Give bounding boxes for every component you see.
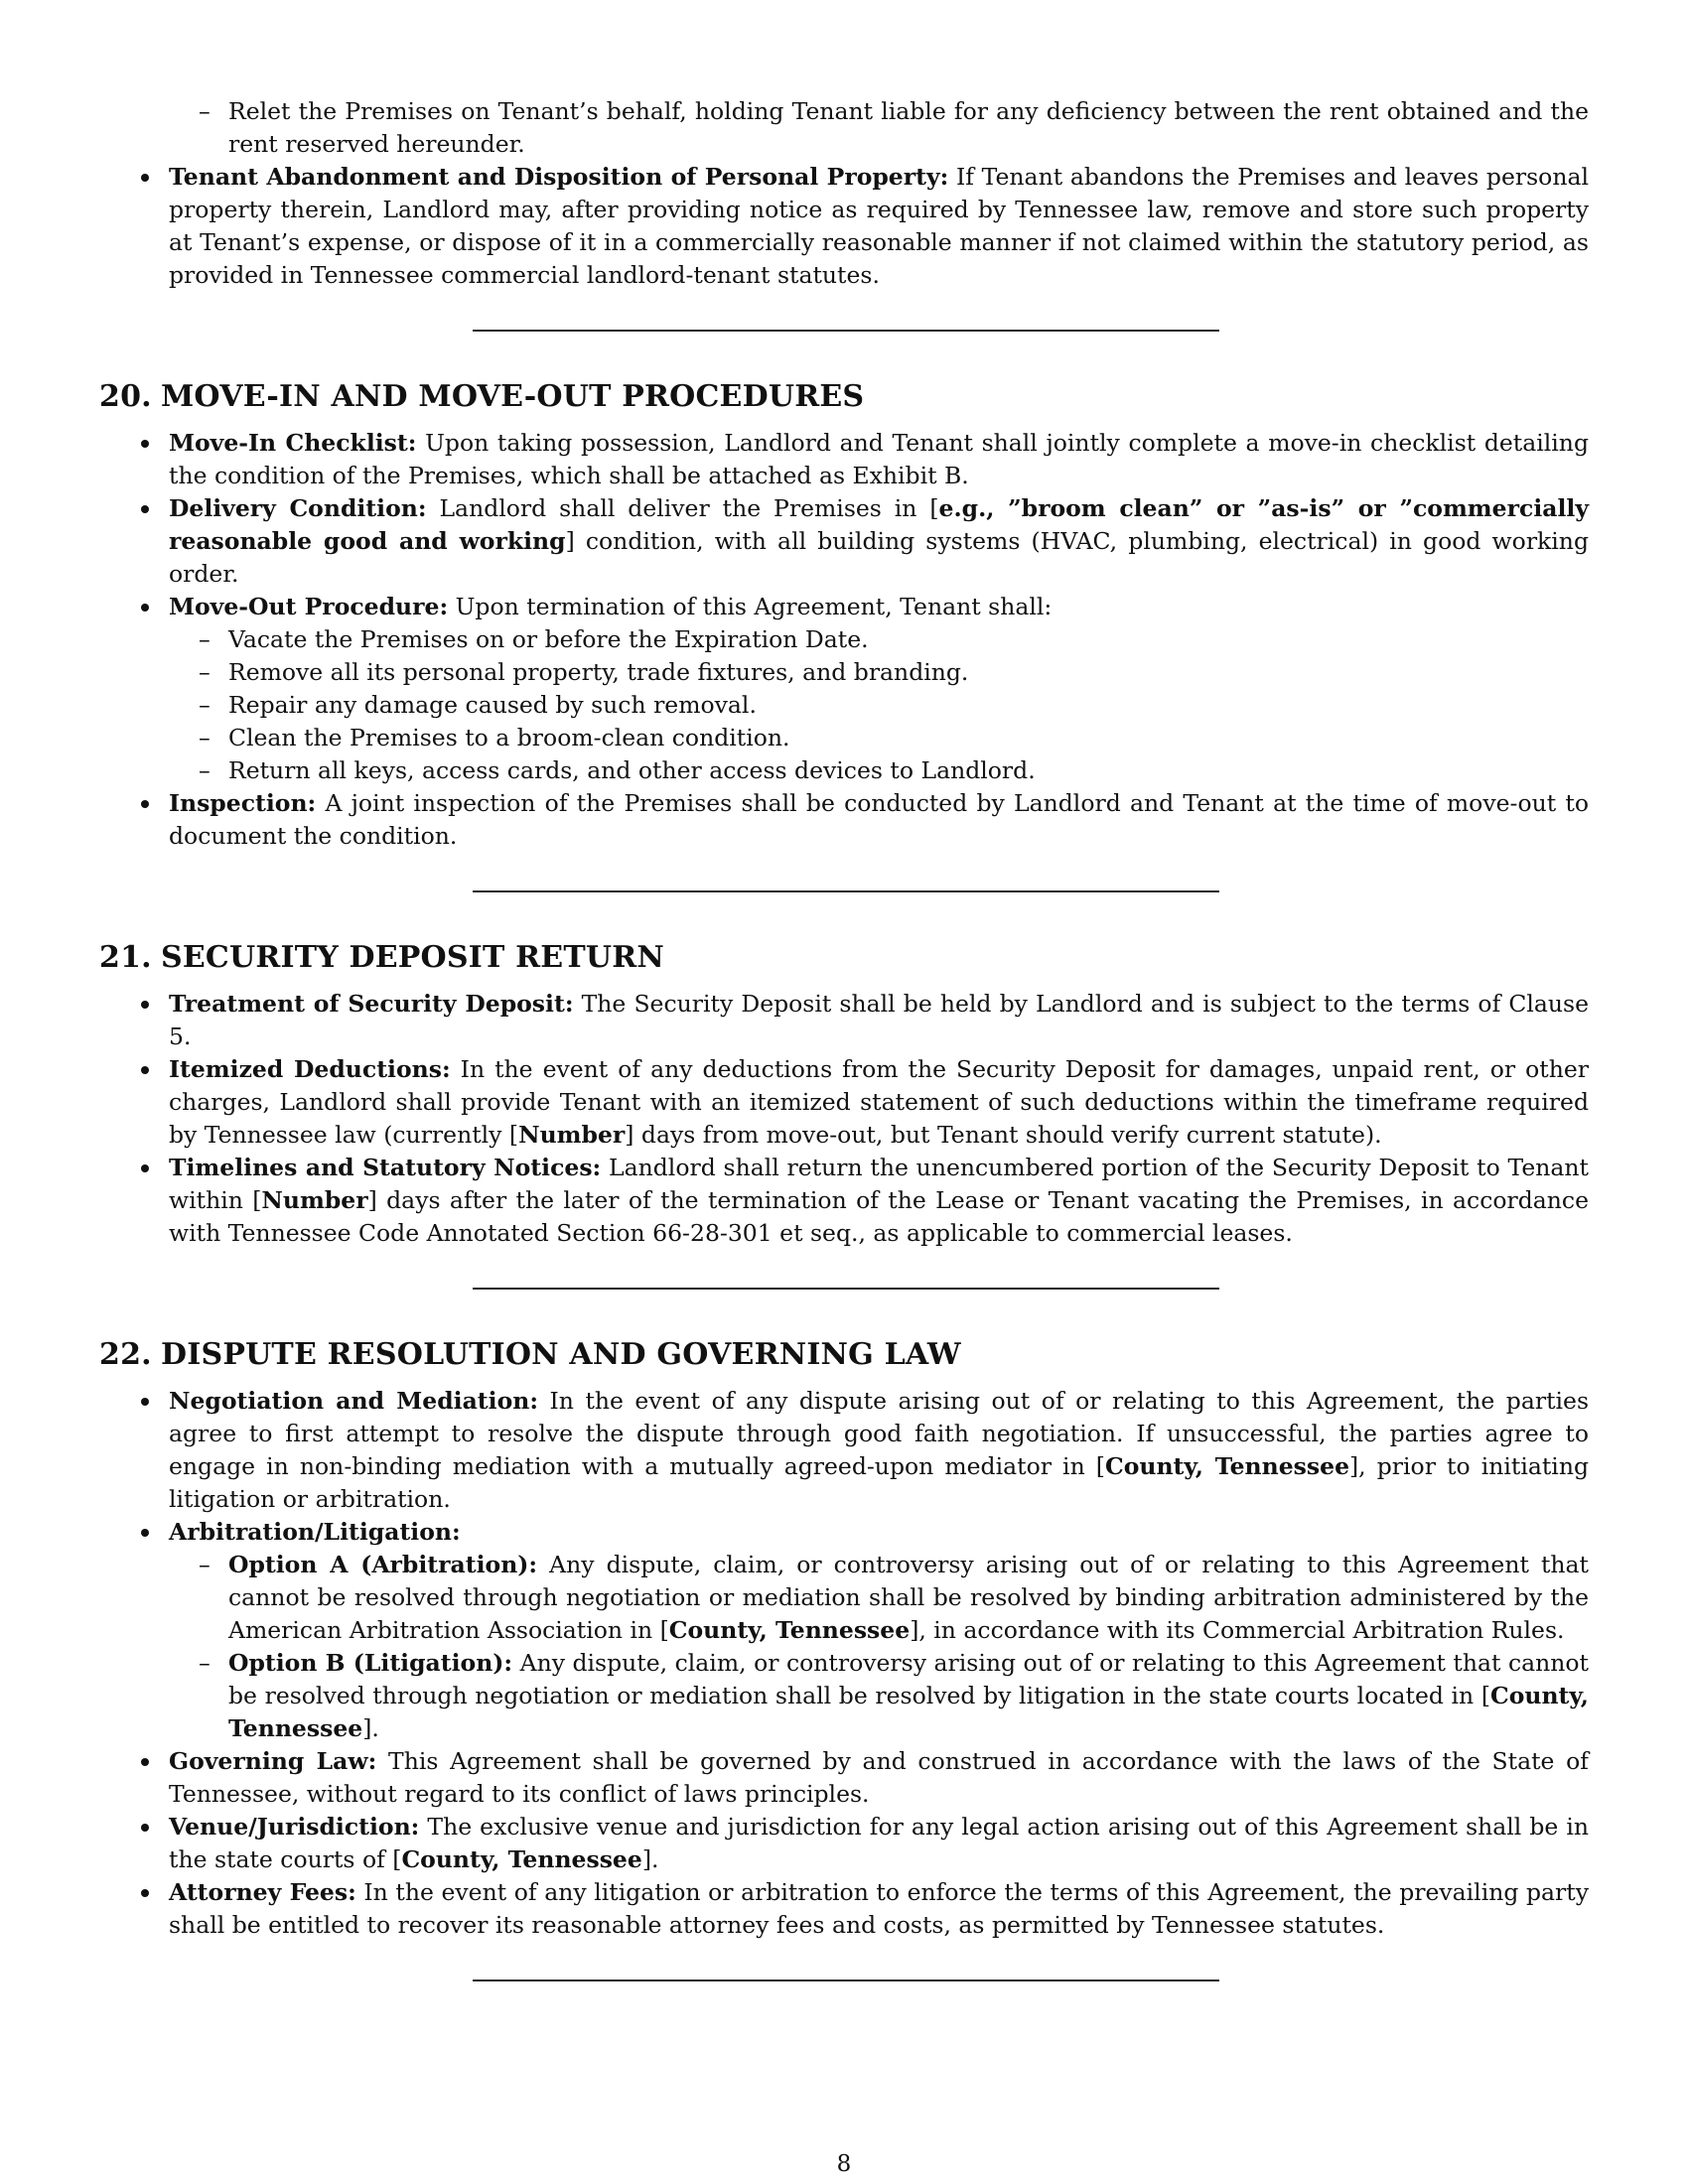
page-number: 8 bbox=[836, 2151, 852, 2177]
item-text: Any dispute, claim, or controversy arising out of or relating to this Agreement that cannot be resolved through negotiation or mediation shall be resolved by litigation in the state courts located in [ bbox=[228, 1649, 1589, 1709]
list-item bbox=[99, 787, 1589, 853]
item-label: Venue/Jurisdiction: bbox=[169, 1813, 420, 1841]
item-text: Landlord shall return the unencumbered portion of the Security Deposit to Tenant within [ bbox=[169, 1154, 1589, 1214]
item-text: In the event of any litigation or arbitration to enforce the terms of this Agreement, the prevailing party shall be entitled to recover its reasonable attorney fees and costs, as permitted by Tennessee statutes. bbox=[169, 1878, 1589, 1939]
item-label: Itemized Deductions: bbox=[169, 1055, 451, 1083]
item-label: Attorney Fees: bbox=[169, 1878, 356, 1906]
list-item bbox=[99, 492, 1589, 591]
section-divider bbox=[473, 330, 1219, 332]
item-text: The exclusive venue and jurisdiction for any legal action arising out of this Agreement shall be in the state courts of [ bbox=[169, 1813, 1589, 1873]
arbitration-sublist bbox=[99, 1549, 1589, 1745]
list-item bbox=[99, 988, 1589, 1053]
section-divider bbox=[473, 1979, 1219, 1981]
placeholder-text: County, Tennessee bbox=[1104, 1452, 1350, 1480]
list-item bbox=[99, 1516, 1589, 1745]
list-item bbox=[99, 1385, 1589, 1516]
item-text: ], in accordance with its Commercial Arbitration Rules. bbox=[910, 1616, 1565, 1644]
option-label: Option B (Litigation): bbox=[228, 1649, 513, 1677]
sub-list-item: – Vacate the Premises on or before the Expiration Date. bbox=[169, 623, 1589, 656]
sub-list-item: – Repair any damage caused by such removal. bbox=[169, 689, 1589, 722]
item-text: Upon taking possession, Landlord and Tenant shall jointly complete a move-in checklist detailing the condition of the Premises, which shall be attached as Exhibit B. bbox=[169, 429, 1589, 489]
item-text: ] days from move-out, but Tenant should verify current statute). bbox=[625, 1121, 1382, 1149]
item-text: If Tenant abandons the Premises and leaves personal property therein, Landlord may, after providing notice as required by Tennessee law, remove and store such property at Tenant’s expense, or dispose of it in a commercially reasonable manner if not claimed within the statutory period, as provided in Tennessee commercial landlord-tenant statutes. bbox=[169, 163, 1589, 289]
section-number: 20. bbox=[99, 379, 152, 414]
item-label: Move-Out Procedure: bbox=[169, 593, 449, 620]
option-label: Option A (Arbitration): bbox=[228, 1551, 538, 1578]
item-text: A joint inspection of the Premises shall be conducted by Landlord and Tenant at the time of move-out to document the condition. bbox=[169, 789, 1589, 850]
item-text: Landlord shall deliver the Premises in [ bbox=[426, 494, 939, 522]
item-text: ], prior to initiating litigation or arbitration. bbox=[169, 1452, 1589, 1513]
item-text: ] condition, with all building systems (HVAC, plumbing, electrical) in good working order. bbox=[169, 527, 1589, 588]
continuation-list bbox=[99, 161, 1589, 292]
placeholder-text: e.g., ”broom clean” or ”as-is” or ”commercially reasonable good and working bbox=[169, 494, 1589, 555]
item-text: ]. bbox=[641, 1845, 659, 1873]
section-divider bbox=[473, 1288, 1219, 1290]
item-text: This Agreement shall be governed by and construed in accordance with the laws of the State of Tennessee, without regard to its conflict of laws principles. bbox=[169, 1747, 1589, 1808]
section-title: MOVE-IN AND MOVE-OUT PROCEDURES bbox=[161, 379, 865, 414]
section-title: SECURITY DEPOSIT RETURN bbox=[161, 940, 664, 975]
list-item bbox=[99, 1876, 1589, 1942]
section-heading-20 bbox=[99, 377, 1589, 417]
list-item bbox=[99, 1053, 1589, 1152]
item-label: Timelines and Statutory Notices: bbox=[169, 1154, 602, 1181]
item-text: Any dispute, claim, or controversy arising out of or relating to this Agreement that cannot be resolved through negotiation or mediation shall be resolved by binding arbitration administered by the American Arbitration Association in [ bbox=[228, 1551, 1589, 1644]
continuation-block bbox=[99, 95, 1589, 292]
placeholder-text: Number bbox=[261, 1186, 368, 1214]
item-label: Governing Law: bbox=[169, 1747, 377, 1775]
item-label: Treatment of Security Deposit: bbox=[169, 990, 574, 1018]
item-label: Inspection: bbox=[169, 789, 317, 817]
section-divider bbox=[473, 890, 1219, 892]
section-21-list bbox=[99, 988, 1589, 1250]
section-heading-22 bbox=[99, 1335, 1589, 1375]
item-text: ] days after the later of the termination of the Lease or Tenant vacating the Premises, in accordance with Tennessee Code Annotated Section 66-28-301 et seq., as applicable to commercial leases. bbox=[169, 1186, 1590, 1247]
item-label: Move-In Checklist: bbox=[169, 429, 417, 457]
item-label: Negotiation and Mediation: bbox=[169, 1387, 539, 1415]
list-item bbox=[99, 591, 1589, 787]
item-label: Arbitration/Litigation: bbox=[169, 1518, 461, 1546]
list-item bbox=[99, 161, 1589, 292]
placeholder-text: County, Tennessee bbox=[668, 1616, 911, 1644]
sub-list-item bbox=[169, 1647, 1589, 1745]
list-item bbox=[99, 1811, 1589, 1876]
list-item bbox=[99, 1152, 1589, 1250]
item-text: In the event of any deductions from the Security Deposit for damages, unpaid rent, or other charges, Landlord shall provide Tenant with an itemized statement of such deductions within the timeframe required by Tennessee law (currently [ bbox=[169, 1055, 1590, 1149]
list-item bbox=[99, 1745, 1589, 1811]
placeholder-text: County, Tennessee bbox=[228, 1682, 1589, 1742]
item-text: Upon termination of this Agreement, Tenant shall: bbox=[448, 593, 1053, 620]
list-item bbox=[99, 427, 1589, 492]
placeholder-text: County, Tennessee bbox=[401, 1845, 642, 1873]
section-heading-21 bbox=[99, 938, 1589, 978]
continuation-sublist bbox=[169, 95, 1589, 161]
sub-list-item bbox=[169, 1549, 1589, 1647]
item-text: In the event of any dispute arising out of or relating to this Agreement, the parties agree to first attempt to resolve the dispute through good faith negotiation. If unsuccessful, the parties agree to engage in non-binding mediation with a mutually agreed-upon mediator in [ bbox=[169, 1387, 1590, 1480]
move-out-sublist bbox=[99, 623, 1589, 787]
item-text: The Security Deposit shall be held by Landlord and is subject to the terms of Clause 5. bbox=[169, 990, 1589, 1050]
section-number: 21. bbox=[99, 940, 152, 975]
section-22-list bbox=[99, 1385, 1589, 1942]
sub-list-item: – Clean the Premises to a broom-clean condition. bbox=[169, 722, 1589, 754]
placeholder-text: Number bbox=[518, 1121, 626, 1149]
item-text: ]. bbox=[362, 1714, 379, 1742]
section-title: DISPUTE RESOLUTION AND GOVERNING LAW bbox=[161, 1337, 961, 1372]
item-label: Delivery Condition: bbox=[169, 494, 427, 522]
section-number: 22. bbox=[99, 1337, 152, 1372]
sub-list-item: – Return all keys, access cards, and other access devices to Landlord. bbox=[169, 754, 1589, 787]
section-20-list bbox=[99, 427, 1589, 853]
document-page bbox=[99, 95, 1589, 1981]
sub-list-item: – Relet the Premises on Tenant’s behalf, holding Tenant liable for any deficiency between the rent obtained and the rent reserved hereunder. bbox=[169, 95, 1589, 161]
sub-list-item: – Remove all its personal property, trade fixtures, and branding. bbox=[169, 656, 1589, 689]
item-label: Tenant Abandonment and Disposition of Personal Property: bbox=[169, 163, 949, 191]
